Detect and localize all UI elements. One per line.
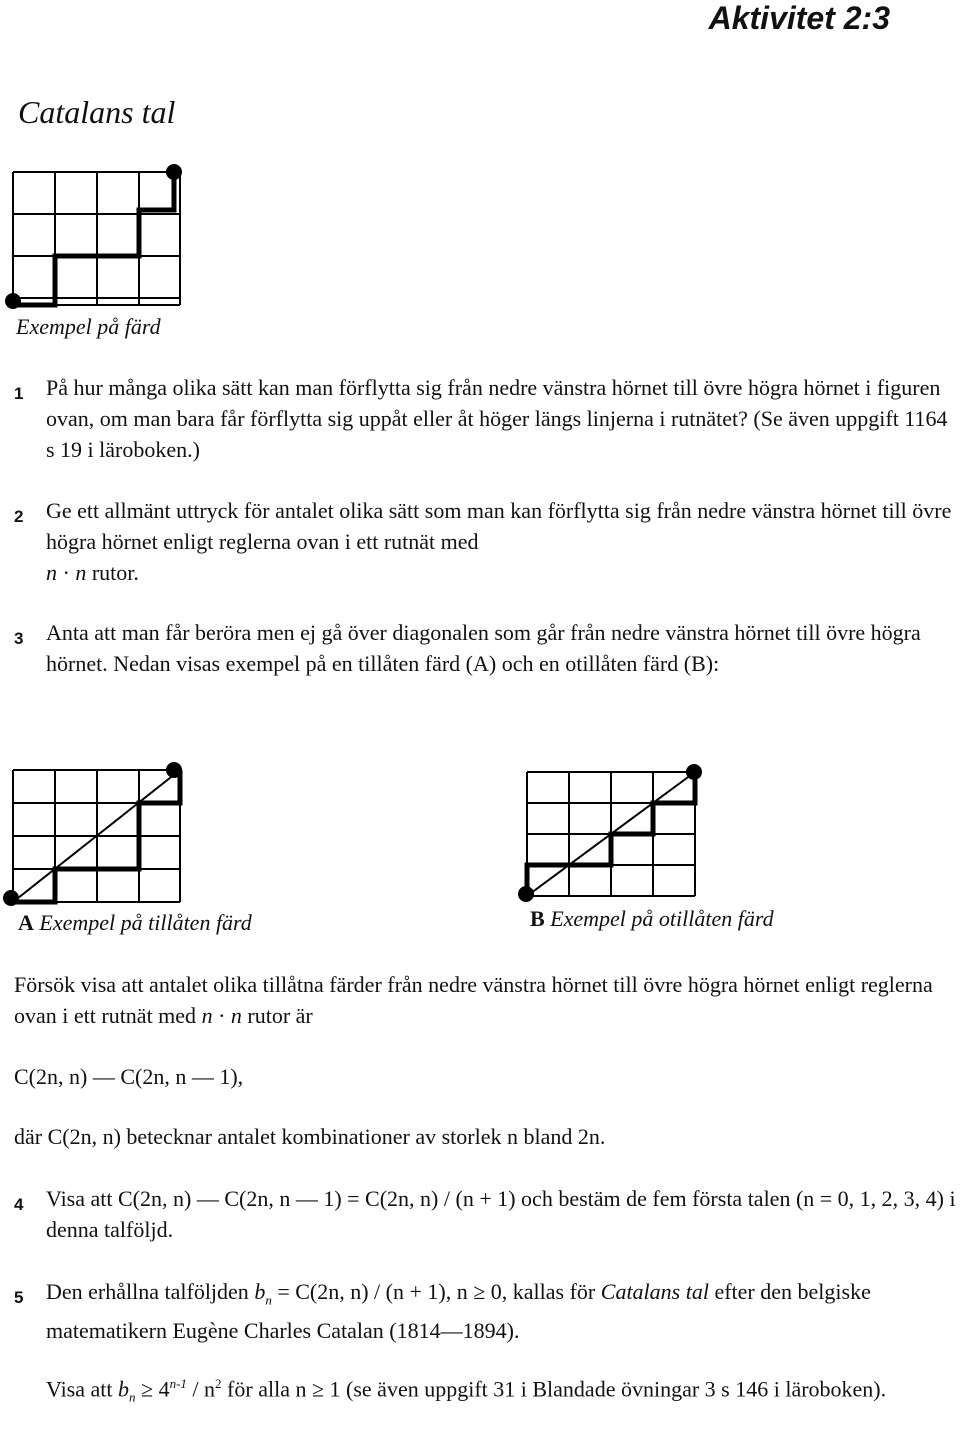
end-dot	[686, 764, 702, 780]
paragraph-dar: där C(2n, n) betecknar antalet kombinationer av storlek n bland 2n.	[14, 1124, 606, 1149]
start-dot	[518, 886, 534, 902]
formula: C(2n, n) — C(2n, n — 1),	[14, 1064, 244, 1089]
figureB-caption: B Exempel på otillåten färd	[530, 906, 774, 931]
exercise-number: 1	[14, 384, 24, 403]
exercise-text: Den erhållna talföljden $b_n = C(2n$, n) / (n + 1), n ≥ 0, kallas för Catalans tal efter den belgiske matematikern Eugène Charles Catalan (1814—1894).	[46, 1279, 871, 1344]
exercise-5-visa: Visa att $b_n \ge 4^{n-1} / n^2$ för alla n ≥ 1 (se även uppgift 31 i Blandade övningar 3 s 146 i läroboken).	[46, 1376, 887, 1405]
exercise-4	[14, 1183, 960, 1245]
activity-label: Aktivitet 2:3	[708, 0, 890, 36]
exercise-number: 4	[14, 1195, 24, 1214]
exercise-text: Ge ett allmänt uttryck för antalet olika sätt som man kan förflytta sig från nedre vänstra hörnet till övre högra hörnet enligt reglerna ovan i ett rutnät med n · n rutor.	[46, 498, 952, 585]
disallowed-path-grid	[0, 0, 720, 920]
exercise-number: 2	[14, 507, 24, 526]
figure1-caption: Exempel på färd	[16, 314, 161, 339]
figureA-caption: A Exempel på tillåten färd	[18, 910, 252, 935]
paragraph-forsok: Försök visa att antalet olika tillåtna färder från nedre vänstra hörnet till övre högra hörnet enligt reglerna ovan i ett rutnät med n · n rutor är	[14, 972, 933, 1028]
exercise-text: På hur många olika sätt kan man förflytta sig från nedre vänstra hörnet till övre högra hörnet i figuren ovan, om man bara får förflytta sig uppåt eller åt höger längs linjerna i rutnätet? (Se även uppgift 1164 s 19 i läroboken.)	[46, 375, 948, 462]
exercise-5	[14, 1276, 960, 1346]
page-title: Catalans tal	[18, 94, 176, 130]
exercise-text: Anta att man får beröra men ej gå över diagonalen som går från nedre vänstra hörnet till övre högra hörnet. Nedan visas exempel på en tillåten färd (A) och en otillåten färd (B):	[46, 620, 921, 676]
exercise-number: 3	[14, 629, 24, 648]
exercise-number: 5	[14, 1288, 24, 1307]
exercise-text: Visa att C(2n, n) — C(2n, n — 1) = C(2n, n) / (n + 1) och bestäm de fem första talen (n = 0, 1, 2, 3, 4) i denna talföljd.	[46, 1186, 956, 1242]
